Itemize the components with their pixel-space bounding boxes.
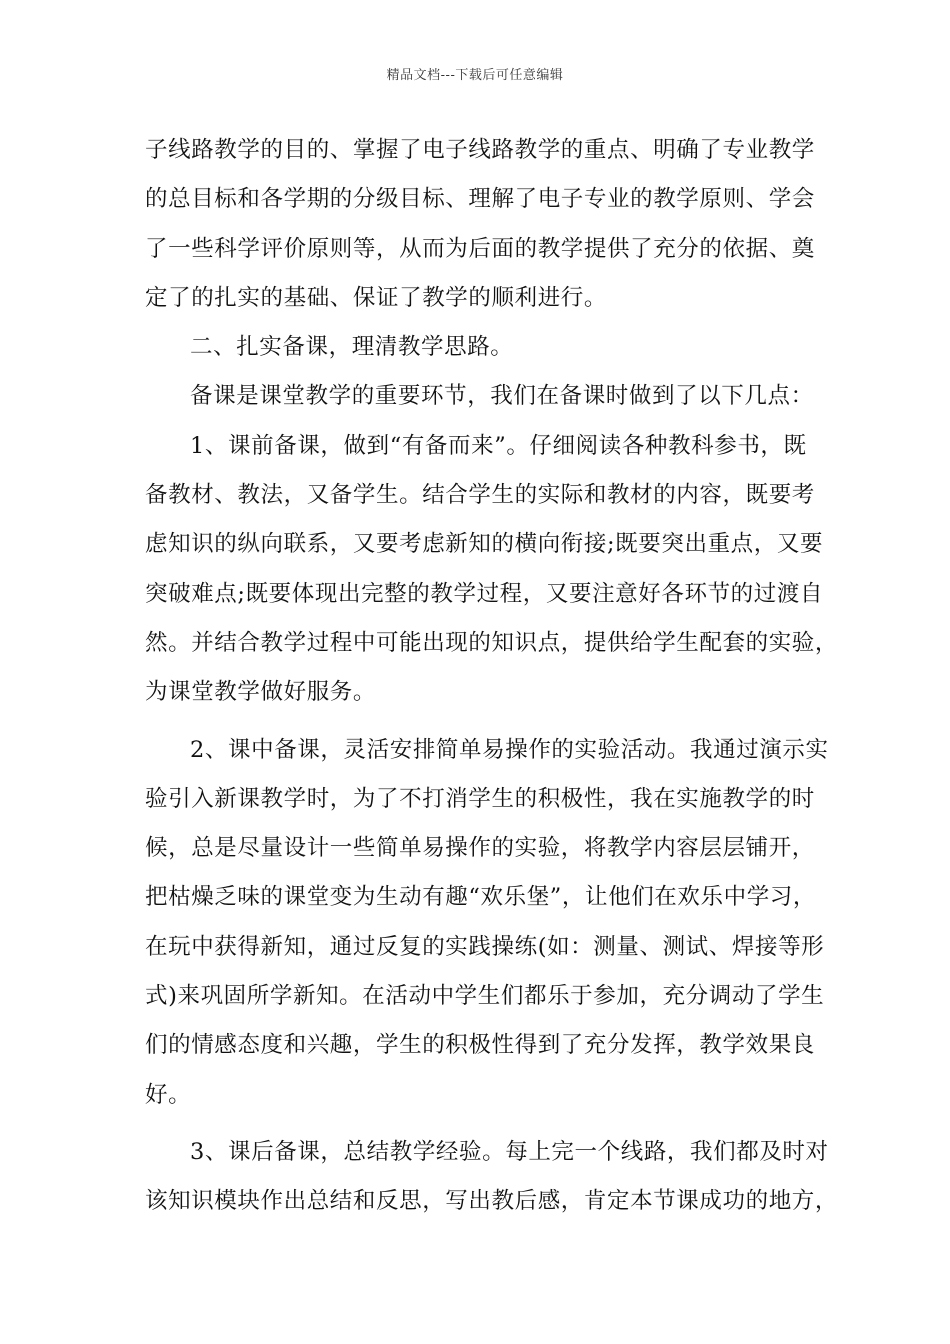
text-line: 验引入新课教学时，为了不打消学生的积极性，我在实施教学的时 bbox=[145, 785, 815, 812]
text-line: 在玩中获得新知，通过反复的实践操练(如：测量、测试、焊接等形 bbox=[145, 933, 825, 960]
text-line: 候，总是尽量设计一些简单易操作的实验，将教学内容层层铺开， bbox=[145, 835, 815, 862]
text-line: 虑知识的纵向联系，又要考虑新知的横向衔接;既要突出重点，又要 bbox=[145, 531, 824, 558]
text-line: 3、课后备课，总结教学经验。每上完一个线路，我们都及时对 bbox=[190, 1138, 829, 1165]
text-line: 突破难点;既要体现出完整的教学过程，又要注意好各环节的过渡自 bbox=[145, 580, 824, 607]
document-body bbox=[145, 126, 839, 1227]
text-line: 备课是课堂教学的重要环节，我们在备课时做到了以下几点： bbox=[190, 383, 814, 410]
text-line: 1、课前备课，做到“有备而来”。仔细阅读各种教科参书，既 bbox=[190, 432, 807, 459]
text-line: 子线路教学的目的、掌握了电子线路教学的重点、明确了专业教学 bbox=[145, 137, 815, 163]
text-line: 2、课中备课，灵活安排简单易操作的实验活动。我通过演示实 bbox=[190, 736, 829, 763]
text-line: 然。并结合教学过程中可能出现的知识点，提供给学生配套的实验， bbox=[145, 629, 839, 656]
text-line: 备教材、教法，又备学生。结合学生的实际和教材的内容，既要考 bbox=[145, 482, 815, 509]
section-heading: 二、扎实备课，理清教学思路。 bbox=[190, 334, 514, 361]
text-line: 了一些科学评价原则等，从而为后面的教学提供了充分的依据、奠 bbox=[145, 235, 815, 262]
text-line: 把枯燥乏味的课堂变为生动有趣“欢乐堡”，让他们在欢乐中学习， bbox=[145, 884, 817, 911]
text-line: 好。 bbox=[145, 1081, 192, 1108]
text-line: 该知识模块作出总结和反思，写出教后感，肯定本节课成功的地方， bbox=[145, 1188, 839, 1215]
text-line: 为课堂教学做好服务。 bbox=[145, 679, 377, 706]
text-line: 的总目标和各学期的分级目标、理解了电子专业的教学原则、学会 bbox=[145, 186, 815, 213]
text-line: 定了的扎实的基础、保证了教学的顺利进行。 bbox=[145, 284, 608, 311]
text-line: 式)来巩固所学新知。在活动中学生们都乐于参加，充分调动了学生 bbox=[145, 983, 825, 1010]
page-header: 精品文档---下载后可任意编辑 bbox=[386, 68, 564, 83]
text-line: 们的情感态度和兴趣，学生的积极性得到了充分发挥，教学效果良 bbox=[145, 1032, 815, 1059]
